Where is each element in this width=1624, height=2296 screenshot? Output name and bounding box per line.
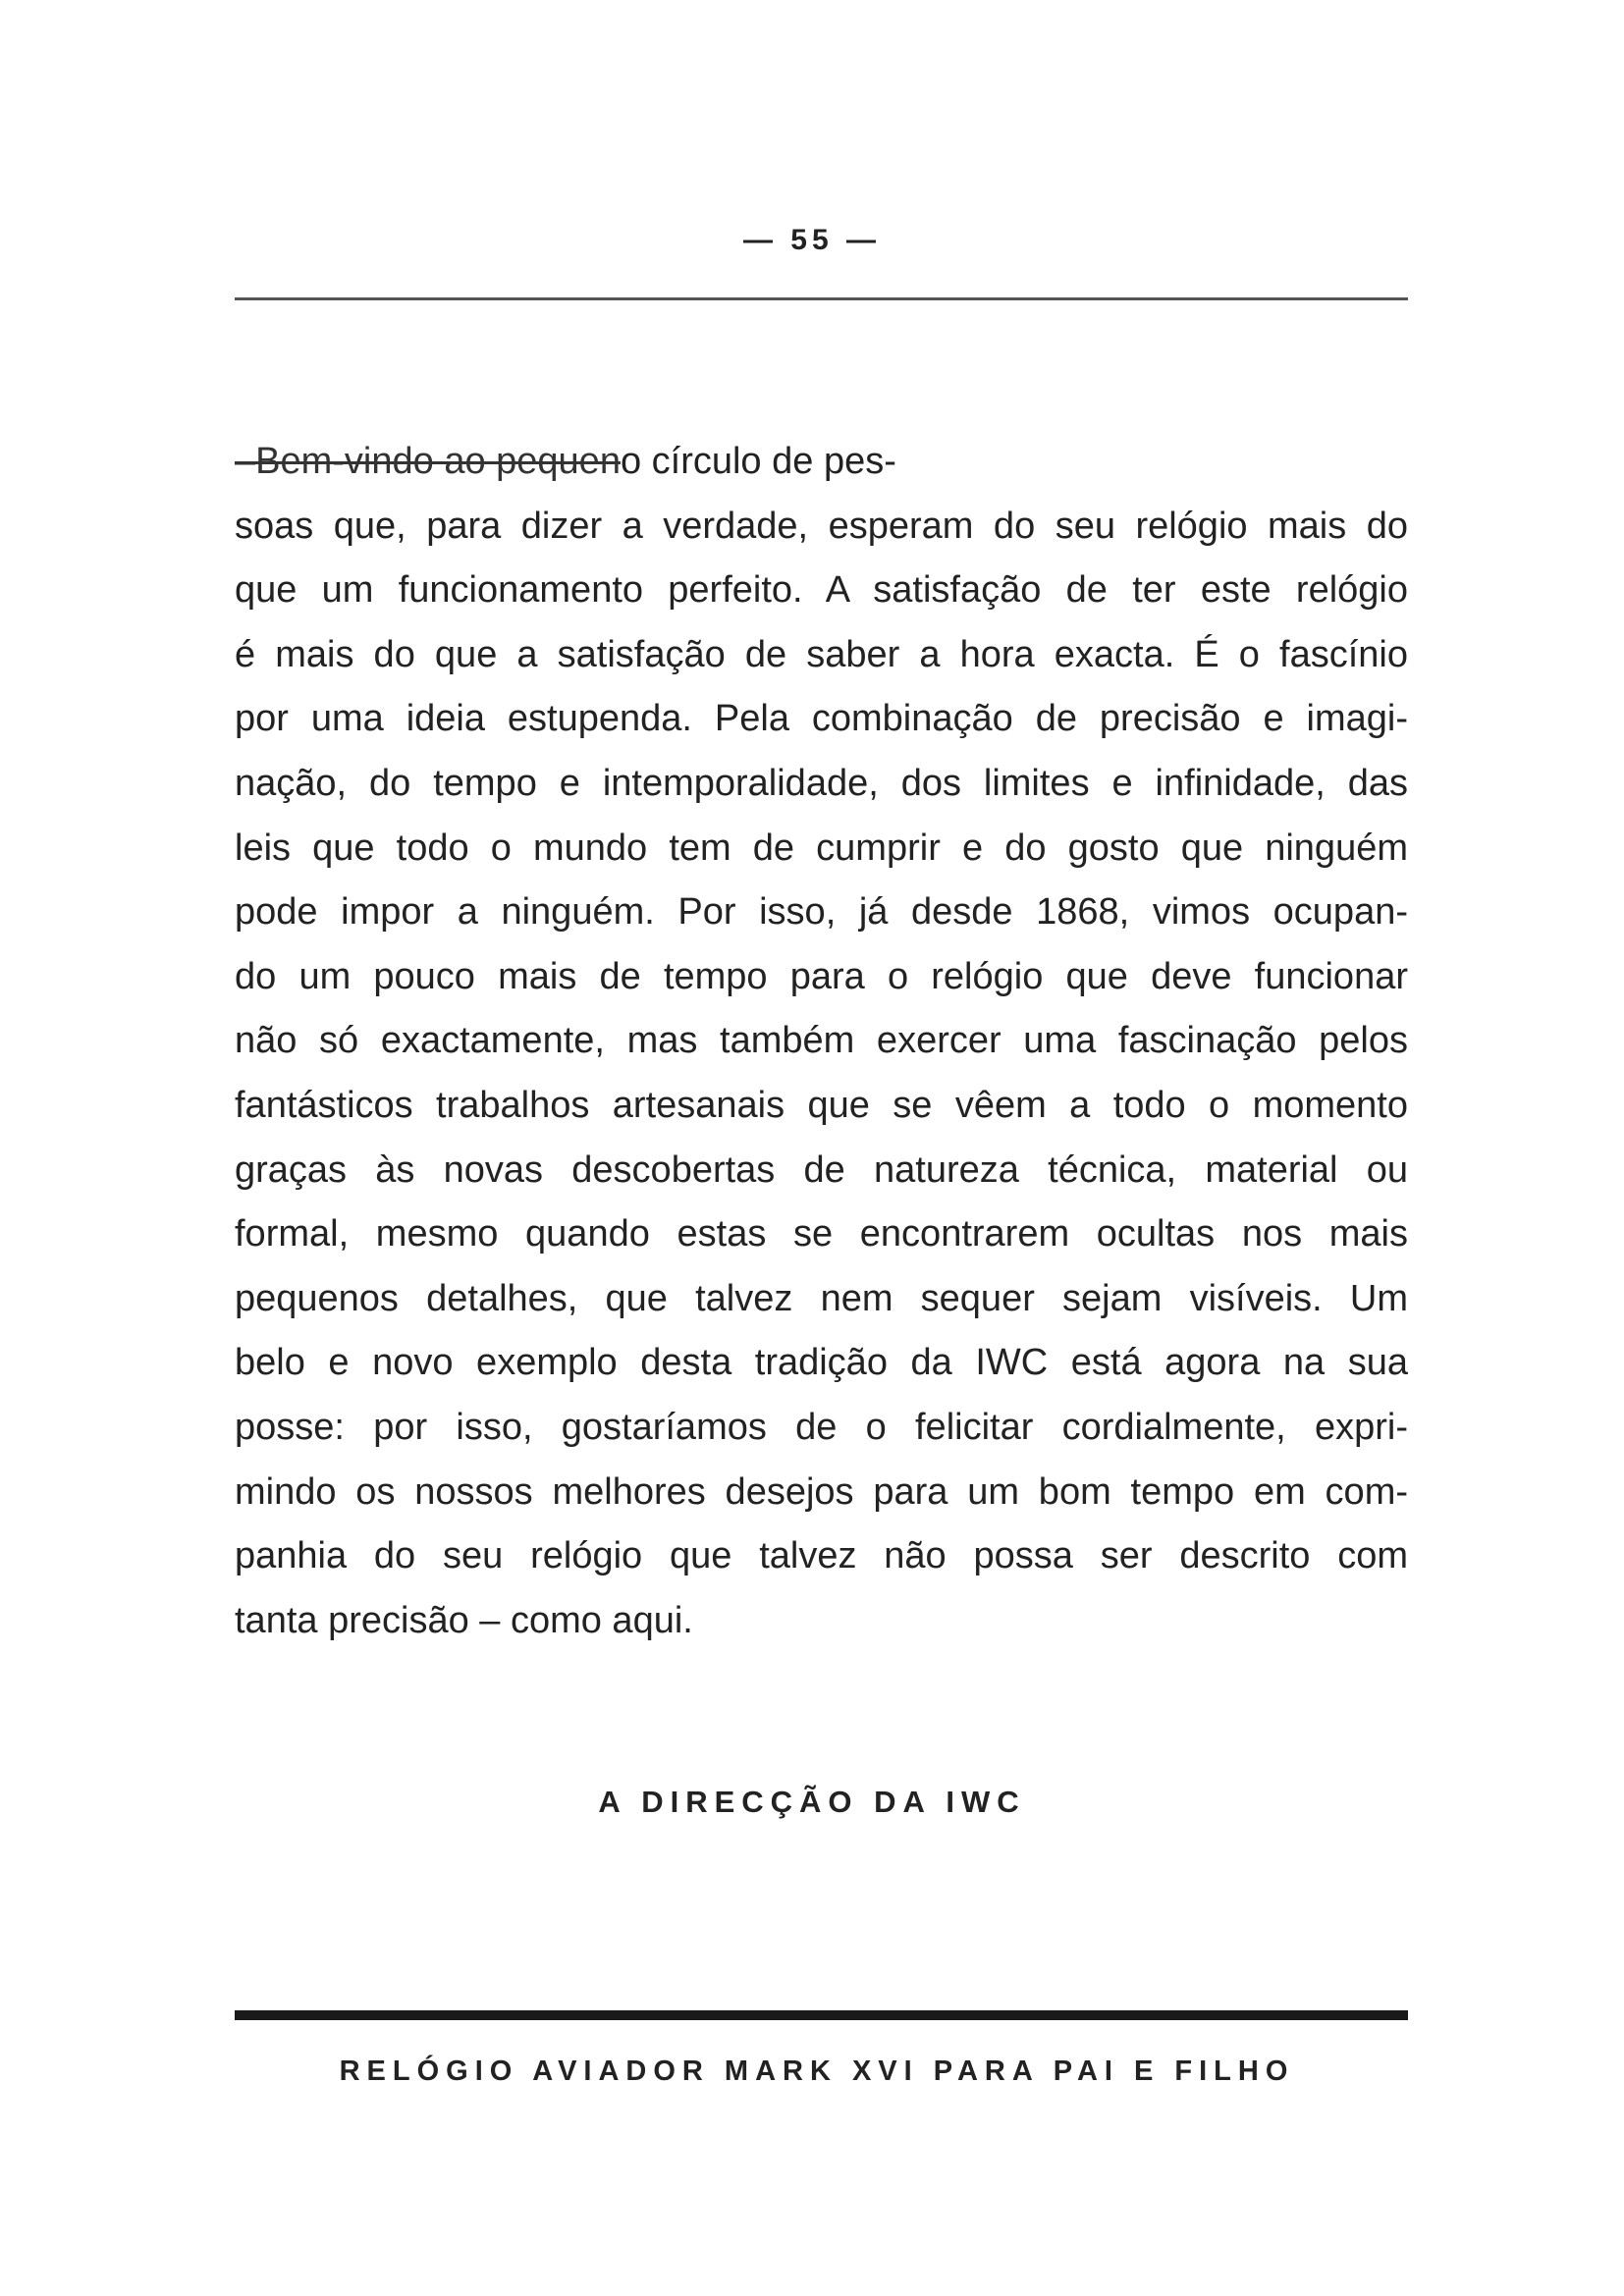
body-line: formal, mesmo quando estas se encontrarem ocultas nos mais	[235, 1213, 1408, 1255]
body-line-last: tanta precisão – como aqui.	[235, 1599, 693, 1641]
page-number: — 55 —	[742, 224, 882, 256]
struck-text: –Bem-vindo ao pequen	[235, 441, 621, 482]
body-line: pode impor a ninguém. Por isso, já desde 1868, vimos ocupan-	[235, 891, 1408, 934]
body-text	[235, 430, 1408, 1653]
body-line: leis que todo o mundo tem de cumprir e do gosto que ninguém	[235, 827, 1408, 869]
body-line: do um pouco mais de tempo para o relógio que deve funcionar	[235, 955, 1408, 997]
body-line: nação, do tempo e intemporalidade, dos limites e infinidade, das	[235, 762, 1408, 804]
body-line: pequenos detalhes, que talvez nem sequer sejam visíveis. Um	[235, 1277, 1408, 1319]
footer-title: RELÓGIO AVIADOR MARK XVI PARA PAI E FILHO	[339, 2056, 1295, 2087]
body-line: fantásticos trabalhos artesanais que se vêem a todo o momento	[235, 1084, 1408, 1126]
body-line: é mais do que a satisfação de saber a hora exacta. É o fascínio	[235, 633, 1408, 675]
body-line: mindo os nossos melhores desejos para um bom tempo em com-	[235, 1470, 1408, 1513]
body-line: por uma ideia estupenda. Pela combinação de precisão e imagi-	[235, 698, 1408, 740]
header-divider	[235, 297, 1408, 300]
body-line: que um funcionamento perfeito. A satisfação de ter este relógio	[235, 569, 1408, 612]
body-line: não só exactamente, mas também exercer uma fascinação pelos	[235, 1020, 1408, 1062]
footer-divider	[235, 2010, 1408, 2020]
body-line-first	[235, 430, 1408, 495]
body-line: panhia do seu relógio que talvez não possa ser descrito com	[235, 1535, 1408, 1577]
body-line: posse: por isso, gostaríamos de o felicitar cordialmente, expri-	[235, 1406, 1408, 1448]
body-line: soas que, para dizer a verdade, esperam do seu relógio mais do	[235, 505, 1408, 547]
signature: A DIRECÇÃO DA IWC	[598, 1785, 1026, 1819]
body-line: graças às novas descobertas de natureza técnica, material ou	[235, 1148, 1408, 1191]
first-line-rest: o círculo de pes-	[620, 441, 896, 482]
body-line: belo e novo exemplo desta tradição da IWC está agora na sua	[235, 1342, 1408, 1384]
